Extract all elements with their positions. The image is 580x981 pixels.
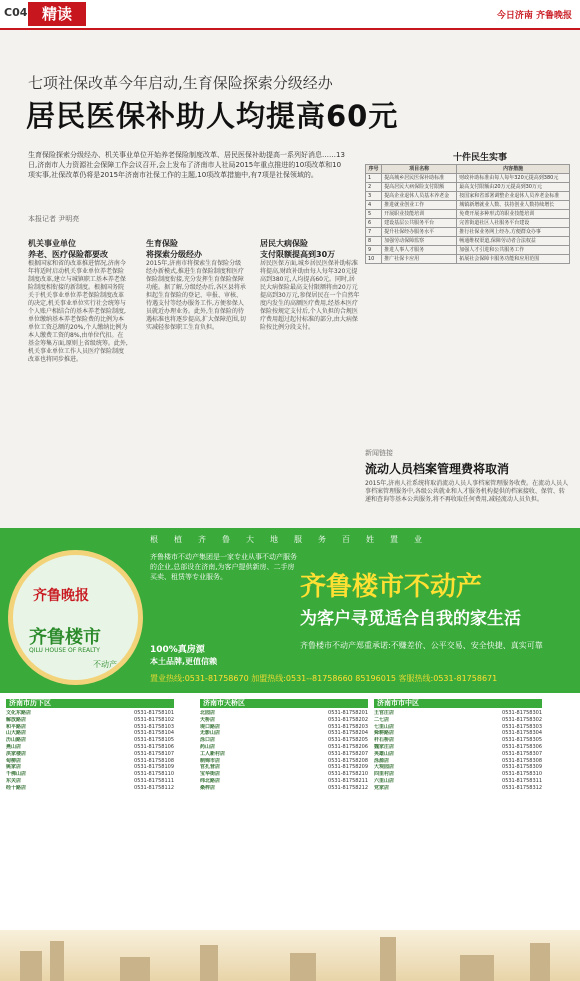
store-row bbox=[6, 724, 174, 731]
projects-table bbox=[365, 164, 570, 264]
store-name: 解放路店 bbox=[6, 716, 27, 723]
table-cell: 提升社保经办服务水平 bbox=[382, 228, 457, 237]
store-name: 七里山店 bbox=[374, 723, 395, 730]
store-listings bbox=[0, 690, 580, 930]
table-header: 内容措施 bbox=[457, 165, 570, 174]
store-row bbox=[200, 737, 368, 744]
store-phone: 0531-81758307 bbox=[502, 750, 542, 757]
building-shape bbox=[200, 945, 218, 981]
table-cell: 推行社保业务网上经办,方便群众办事 bbox=[457, 228, 570, 237]
district-heading: 济南市天桥区 bbox=[200, 699, 368, 708]
district-heading: 济南市历下区 bbox=[6, 699, 174, 708]
store-name: 北园店 bbox=[200, 710, 216, 716]
store-phone: 0531-81758101 bbox=[134, 710, 174, 716]
store-name: 魏家庄店 bbox=[374, 743, 395, 750]
table-header: 序号 bbox=[366, 165, 382, 174]
store-name: 工人新村店 bbox=[200, 750, 226, 757]
store-phone: 0531-81758107 bbox=[134, 750, 174, 757]
store-name: 姚家店 bbox=[6, 764, 22, 771]
store-name: 文化东路店 bbox=[6, 710, 32, 716]
store-name: 东关店 bbox=[6, 777, 22, 784]
store-phone: 0531-81758302 bbox=[502, 716, 542, 723]
magnifier-logo bbox=[8, 550, 143, 685]
store-row bbox=[6, 751, 174, 758]
building-shape bbox=[20, 951, 42, 981]
column-subhead: 支付限额提高到30万 bbox=[260, 250, 336, 259]
store-row bbox=[374, 758, 542, 765]
city-skyline-graphic bbox=[0, 930, 580, 981]
store-name: 杆石桥店 bbox=[374, 737, 395, 744]
table-cell: 3 bbox=[366, 192, 382, 201]
article-column bbox=[146, 238, 246, 332]
article-lead: 生育保险探索分级经办、机关事业单位开始养老保险制度改革、居民医保补助提高一系列好消息……13日,济南市人力资源社会保障工作会议召开,会上发布了济南市人社局2015年重点推进的10项改革和10项实事,社保改革仍将是2015年济南市社保工作的主题,10项改革措施中,有7项是社保领域的。 bbox=[28, 151, 345, 179]
news-title: 流动人员档案管理费将取消 bbox=[365, 462, 510, 476]
table-row bbox=[366, 237, 570, 246]
table-cell: 最高支付限额由20万元提高到30万元 bbox=[457, 183, 570, 192]
store-name: 泺源店 bbox=[374, 757, 390, 764]
store-name: 党家店 bbox=[374, 784, 390, 791]
store-phone: 0531-81758205 bbox=[328, 737, 368, 744]
table-cell: 畅通维权渠道,保障劳动者合法权益 bbox=[457, 237, 570, 246]
table-cell: 财政补助标准由每人每年320元提高到380元 bbox=[457, 174, 570, 183]
building-shape bbox=[50, 941, 64, 981]
store-phone: 0531-81758310 bbox=[502, 771, 542, 778]
store-phone: 0531-81758303 bbox=[502, 723, 542, 730]
table-cell: 7 bbox=[366, 228, 382, 237]
store-phone: 0531-81758105 bbox=[134, 737, 174, 744]
store-name: 舜耕路店 bbox=[374, 730, 395, 737]
store-row bbox=[374, 778, 542, 785]
store-row bbox=[6, 737, 174, 744]
table-cell: 完善街道社区人社服务平台建设 bbox=[457, 219, 570, 228]
store-row bbox=[374, 771, 542, 778]
table-row bbox=[366, 228, 570, 237]
store-phone: 0531-81758109 bbox=[134, 764, 174, 771]
store-phone: 0531-81758306 bbox=[502, 743, 542, 750]
store-row bbox=[200, 771, 368, 778]
table-cell: 2 bbox=[366, 183, 382, 192]
table-cell: 建设基层公共服务平台 bbox=[382, 219, 457, 228]
store-name: 六里山店 bbox=[374, 777, 395, 784]
lens-sub: 不动产 bbox=[93, 660, 117, 669]
store-row bbox=[200, 730, 368, 737]
lens-brand: 齐鲁晚报 bbox=[33, 588, 89, 604]
store-name: 经十路店 bbox=[6, 784, 27, 791]
store-row bbox=[200, 710, 368, 717]
table-cell: 10 bbox=[366, 255, 382, 264]
table-cell: 开展职业技能培训 bbox=[382, 210, 457, 219]
table-cell: 提高居民大病保险支付限额 bbox=[382, 183, 457, 192]
article-column bbox=[28, 238, 128, 364]
store-row bbox=[374, 717, 542, 724]
table-row bbox=[366, 174, 570, 183]
store-phone: 0531-81758301 bbox=[502, 710, 542, 716]
store-row bbox=[6, 758, 174, 765]
store-name: 纬北路店 bbox=[200, 777, 221, 784]
store-name: 泺口店 bbox=[200, 737, 216, 744]
district-heading: 济南市市中区 bbox=[374, 699, 542, 708]
store-name: 和平路店 bbox=[6, 723, 27, 730]
store-row bbox=[200, 785, 368, 792]
store-name: 堤口路店 bbox=[200, 723, 221, 730]
store-name: 药山店 bbox=[200, 743, 216, 750]
store-name: 大观园店 bbox=[374, 764, 395, 771]
table-cell: 城镇新增就业人数、扶持创业人数持续增长 bbox=[457, 201, 570, 210]
column-head: 机关事业单位 bbox=[28, 239, 76, 248]
realty-advertisement bbox=[0, 528, 580, 690]
store-phone: 0531-81758207 bbox=[328, 750, 368, 757]
store-name: 制锦市店 bbox=[200, 757, 221, 764]
table-cell: 1 bbox=[366, 174, 382, 183]
store-phone: 0531-81758201 bbox=[328, 710, 368, 716]
article-byline: 本报记者 尹明亮 bbox=[28, 215, 80, 223]
table-cell: 5 bbox=[366, 210, 382, 219]
building-shape bbox=[380, 937, 396, 981]
table-cell: 提高企业退休人员基本养老金 bbox=[382, 192, 457, 201]
ad-hotlines: 置业热线:0531-81758670 加盟热线:0531--81758660 85196015 客服热线:0531-81758671 bbox=[150, 674, 498, 683]
store-row bbox=[374, 751, 542, 758]
ad-brand-slogan: 本土品牌,更值信赖 bbox=[150, 657, 218, 666]
store-phone: 0531-81758202 bbox=[328, 716, 368, 723]
article-headline: 居民医保补助人均提高60元 bbox=[26, 99, 399, 133]
table-row bbox=[366, 183, 570, 192]
table-cell: 加强劳动保障监察 bbox=[382, 237, 457, 246]
table-title: 十件民生实事 bbox=[452, 153, 507, 163]
store-phone: 0531-81758208 bbox=[328, 757, 368, 764]
store-name: 无影山店 bbox=[200, 730, 221, 737]
column-subhead: 养老、医疗保险都要改 bbox=[28, 250, 108, 259]
store-phone: 0531-81758212 bbox=[328, 784, 368, 791]
district-column bbox=[6, 699, 174, 792]
store-name: 天桥店 bbox=[200, 716, 216, 723]
table-cell: 4 bbox=[366, 201, 382, 210]
table-cell: 加强人才引进和公共服务工作 bbox=[457, 246, 570, 255]
newspaper-brand: 今日济南 齐鲁晚报 bbox=[496, 11, 572, 21]
ad-intro: 齐鲁楼市不动产集团是一家专业从事不动产服务的企业,总部设在济南,为客户提供新房、二手房买卖、租赁等专业服务。 bbox=[150, 553, 297, 581]
column-body: 居民医保方面,城乡居民医保补助标准将提高,财政补助由每人每年320元提高到380元,人均提高60元。同时,居民大病保险最高支付限额将由20万元提高到30万元,参保居民在一个自然年度内发生的高额医疗费用,经基本医疗保险按规定支付后,个人负担的合规医疗费用超过起付标准的部分,由大病保险按比例分段支付。 bbox=[260, 260, 360, 331]
table-cell: 9 bbox=[366, 246, 382, 255]
table-cell: 拓展社会保障卡服务功能和应用范围 bbox=[457, 255, 570, 264]
store-phone: 0531-81758102 bbox=[134, 716, 174, 723]
table-header: 项目名称 bbox=[382, 165, 457, 174]
store-row bbox=[6, 778, 174, 785]
store-row bbox=[6, 785, 174, 792]
store-name: 四里村店 bbox=[374, 771, 395, 778]
store-name: 山大路店 bbox=[6, 730, 27, 737]
building-shape bbox=[120, 957, 150, 981]
ad-big-title: 齐鲁楼市不动产 bbox=[300, 572, 483, 602]
lens-name: 齐鲁楼市 bbox=[29, 627, 101, 648]
store-name: 千佛山店 bbox=[6, 771, 27, 778]
store-phone: 0531-81758104 bbox=[134, 730, 174, 737]
store-row bbox=[6, 717, 174, 724]
store-row bbox=[200, 758, 368, 765]
article-column bbox=[260, 238, 360, 332]
table-cell: 按国家和省部署调整企业退休人员养老金标准 bbox=[457, 192, 570, 201]
store-phone: 0531-81758309 bbox=[502, 764, 542, 771]
table-cell: 6 bbox=[366, 219, 382, 228]
store-row bbox=[374, 785, 542, 792]
table-row bbox=[366, 210, 570, 219]
store-name: 洪家楼店 bbox=[6, 750, 27, 757]
store-phone: 0531-81758304 bbox=[502, 730, 542, 737]
page-number: C04 bbox=[4, 6, 28, 19]
article-subheadline: 七项社保改革今年启动,生育保险探索分级经办 bbox=[28, 74, 333, 92]
news-link-label: 新闻链接 bbox=[365, 449, 393, 457]
lens-english: QILU HOUSE OF REALTY bbox=[29, 647, 100, 654]
store-row bbox=[374, 744, 542, 751]
store-phone: 0531-81758106 bbox=[134, 743, 174, 750]
store-phone: 0531-81758108 bbox=[134, 757, 174, 764]
table-row bbox=[366, 246, 570, 255]
column-head: 居民大病保险 bbox=[260, 239, 308, 248]
table-cell: 免费开展多种形式的职业技能培训 bbox=[457, 210, 570, 219]
store-row bbox=[374, 737, 542, 744]
store-phone: 0531-81758110 bbox=[134, 771, 174, 778]
column-body: 2015年,济南市将探索生育保险分级经办新模式,推进生育保险制度和医疗保险制度衔接,充分发挥生育保险保障功能。据了解,分级经办后,各区县将承担起生育保险的登记、申报、审核、待遇支付等经办服务工作,方便参保人员就近办理业务。此外,生育保险的待遇标准也将逐步提高,扩大保障范围,切实减轻参保职工生育负担。 bbox=[146, 260, 246, 331]
store-phone: 0531-81758203 bbox=[328, 723, 368, 730]
store-row bbox=[200, 744, 368, 751]
store-phone: 0531-81758112 bbox=[134, 784, 174, 791]
store-phone: 0531-81758308 bbox=[502, 757, 542, 764]
table-row bbox=[366, 219, 570, 228]
ad-promise: 齐鲁楼市不动产郑重承诺:不赚差价、公平交易、安全快捷、真实可靠 bbox=[300, 641, 543, 650]
table-row bbox=[366, 201, 570, 210]
store-phone: 0531-81758209 bbox=[328, 764, 368, 771]
table-cell: 推进就业创业工作 bbox=[382, 201, 457, 210]
column-head: 生育保险 bbox=[146, 239, 178, 248]
store-row bbox=[200, 717, 368, 724]
store-row bbox=[6, 710, 174, 717]
store-row bbox=[6, 730, 174, 737]
store-phone: 0531-81758311 bbox=[502, 777, 542, 784]
store-row bbox=[374, 724, 542, 731]
news-body: 2015年,济南人社系统将取消流动人员人事档案管理服务收费。在流动人员人事档案管理服务中,各级公共就业和人才服务机构提供的档案接收、保管、转递和查询等基本公共服务,将不再收取任何费用,减轻流动人员负担。 bbox=[365, 480, 569, 503]
ad-real-listing: 100%真房源 bbox=[150, 645, 205, 655]
store-name: 燕山店 bbox=[6, 743, 22, 750]
building-shape bbox=[460, 955, 494, 981]
store-row bbox=[6, 744, 174, 751]
store-name: 桑梓店 bbox=[200, 784, 216, 791]
table-cell: 提高城乡居民医保补助标准 bbox=[382, 174, 457, 183]
store-row bbox=[200, 778, 368, 785]
building-shape bbox=[530, 943, 550, 981]
table-row bbox=[366, 255, 570, 264]
store-phone: 0531-81758211 bbox=[328, 777, 368, 784]
store-name: 王官庄店 bbox=[374, 710, 395, 716]
store-phone: 0531-81758204 bbox=[328, 730, 368, 737]
store-row bbox=[200, 751, 368, 758]
table-cell: 推进人事人才服务 bbox=[382, 246, 457, 255]
store-phone: 0531-81758111 bbox=[134, 777, 174, 784]
table-cell: 推广社保卡应用 bbox=[382, 255, 457, 264]
ad-sub-title: 为客户寻觅适合自我的家生活 bbox=[300, 609, 521, 629]
table-row bbox=[366, 192, 570, 201]
store-name: 官扎营店 bbox=[200, 764, 221, 771]
store-row bbox=[6, 764, 174, 771]
store-phone: 0531-81758305 bbox=[502, 737, 542, 744]
store-phone: 0531-81758210 bbox=[328, 771, 368, 778]
store-row bbox=[374, 764, 542, 771]
store-name: 甸柳店 bbox=[6, 757, 22, 764]
building-shape bbox=[290, 953, 316, 981]
store-row bbox=[200, 764, 368, 771]
store-name: 历山路店 bbox=[6, 737, 27, 744]
page-header bbox=[0, 0, 580, 30]
store-name: 二七店 bbox=[374, 716, 390, 723]
table-cell: 8 bbox=[366, 237, 382, 246]
column-subhead: 将探索分级经办 bbox=[146, 250, 202, 259]
district-column bbox=[374, 699, 542, 792]
store-row bbox=[374, 710, 542, 717]
store-row bbox=[374, 730, 542, 737]
store-phone: 0531-81758312 bbox=[502, 784, 542, 791]
section-label: 精读 bbox=[28, 2, 86, 26]
store-row bbox=[200, 724, 368, 731]
store-name: 宝华街店 bbox=[200, 771, 221, 778]
ad-tagline: 根植齐鲁大地服务百姓置业 bbox=[150, 535, 438, 544]
district-column bbox=[200, 699, 368, 792]
column-body: 根据国家和省的改革推进情况,济南今年将适时启动机关事业单位养老保险制度改革,建立与城镇职工基本养老保险制度相衔接的新制度。根据国务院关于机关事业单位养老保险制度改革的决定,机关事业单位实行社会统筹与个人账户相结合的基本养老保险制度,单位缴纳基本养老保险费的比例为本单位工资总额的20%,个人缴纳比例为本人缴费工资的8%,由单位代扣。在基金筹集方面,原则上省级统筹。此外,机关事业单位工作人员医疗保险制度改革也将同步推进。 bbox=[28, 260, 128, 363]
store-row bbox=[6, 771, 174, 778]
store-phone: 0531-81758103 bbox=[134, 723, 174, 730]
store-name: 英雄山店 bbox=[374, 750, 395, 757]
store-phone: 0531-81758206 bbox=[328, 743, 368, 750]
